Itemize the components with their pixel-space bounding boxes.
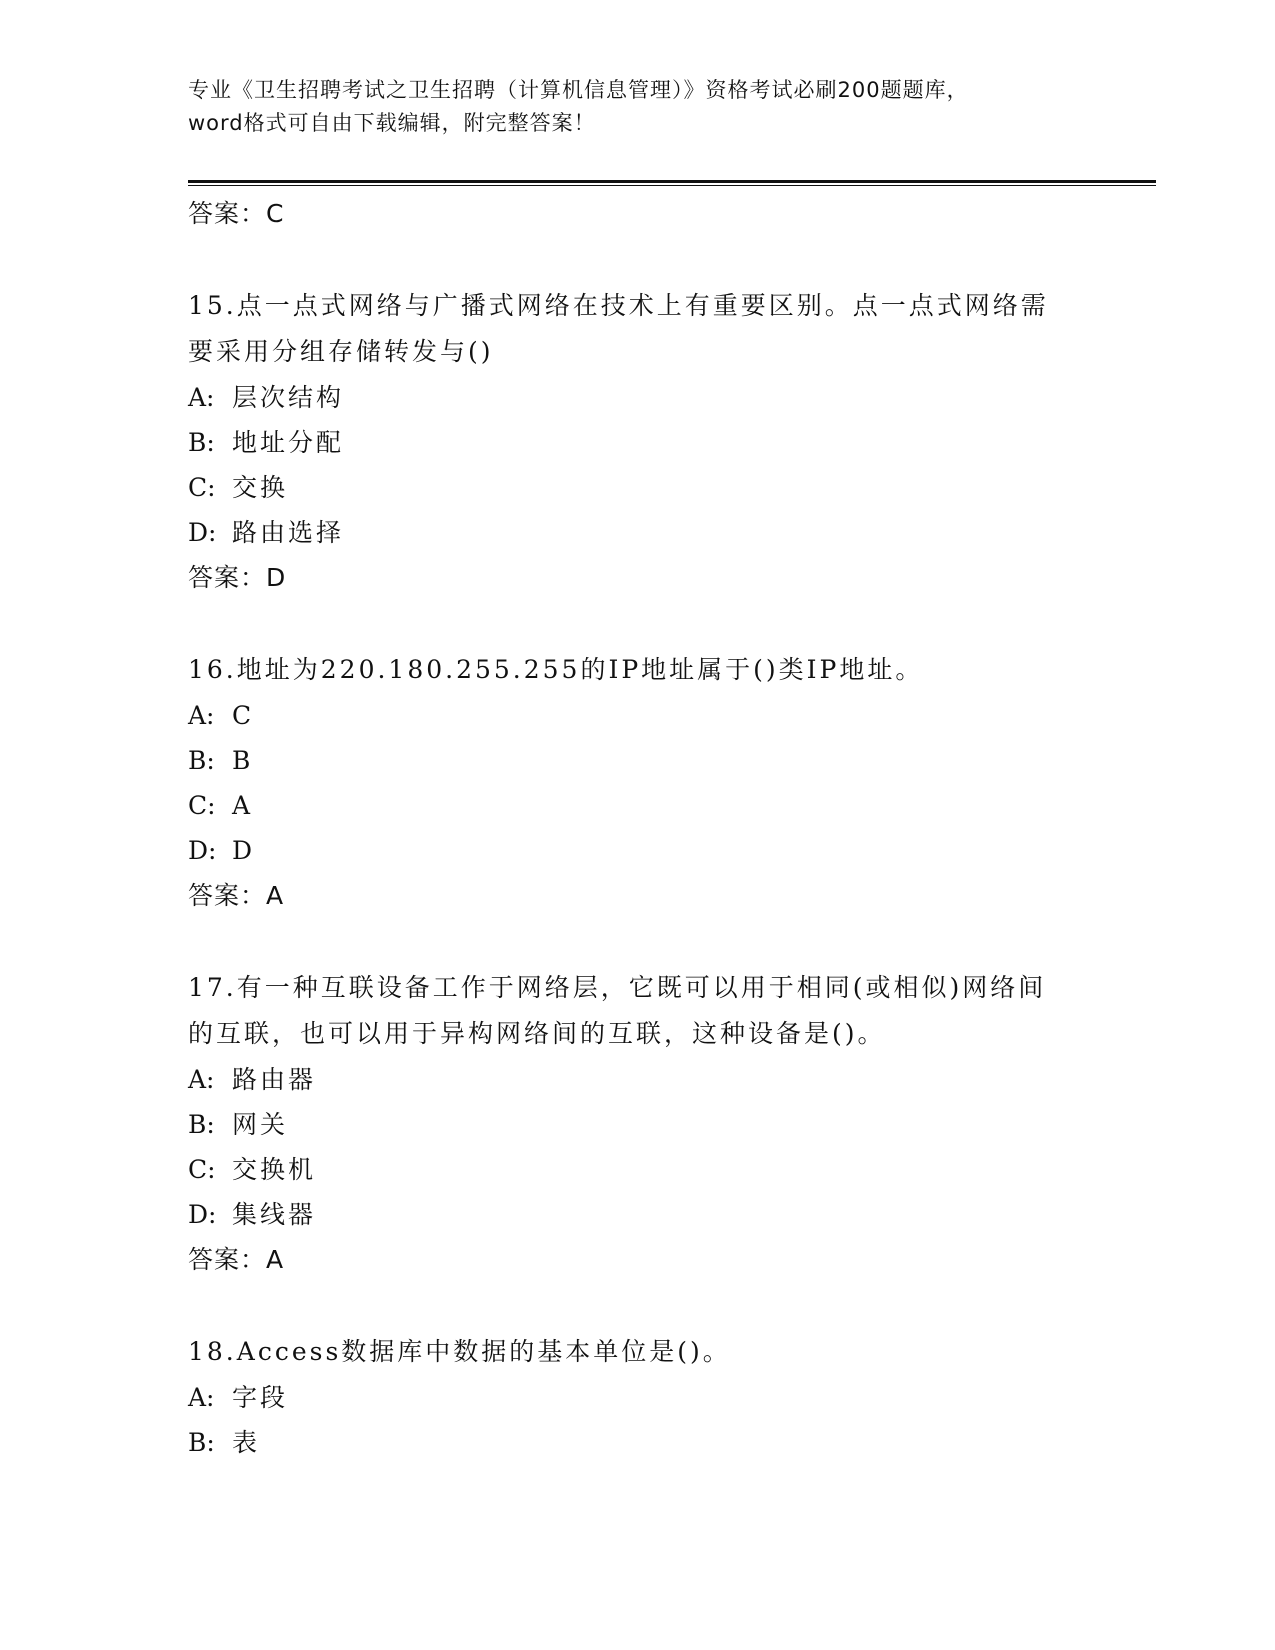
option-text: 字段 — [232, 1383, 289, 1412]
option-c — [188, 465, 1088, 510]
question-text-cont: 的互联，也可以用于异构网络间的互联，这种设备是()。 — [188, 1019, 886, 1048]
question-text: 16.地址为220.180.255.255的IP地址属于()类IP地址。 — [188, 655, 924, 684]
option-text: D — [232, 836, 256, 865]
question-text-cont: 要采用分组存储转发与() — [188, 337, 494, 366]
option-text: 网关 — [232, 1110, 289, 1139]
option-text: A — [232, 791, 254, 820]
option-letter: C: — [188, 473, 216, 502]
option-letter: D: — [188, 1200, 217, 1229]
option-b — [188, 420, 1088, 465]
question-text: 18.Access数据库中数据的基本单位是()。 — [188, 1337, 731, 1366]
option-letter: C: — [188, 1155, 216, 1184]
document-header — [188, 74, 1088, 140]
answer-line: 答案：C — [188, 199, 285, 228]
option-text: 表 — [232, 1428, 261, 1457]
option-letter: C: — [188, 791, 216, 820]
option-b — [188, 738, 1088, 783]
question-18 — [188, 1329, 1088, 1465]
option-letter: A: — [188, 701, 215, 730]
option-a — [188, 1375, 1088, 1420]
option-text: 路由器 — [232, 1065, 317, 1094]
option-letter: D: — [188, 836, 217, 865]
option-text: 层次结构 — [232, 383, 345, 412]
option-letter: B: — [188, 1428, 215, 1457]
option-text: 路由选择 — [232, 518, 345, 547]
option-letter: D: — [188, 518, 217, 547]
option-letter: B: — [188, 746, 215, 775]
question-16 — [188, 647, 1088, 919]
option-text: 集线器 — [232, 1200, 317, 1229]
question-text: 17.有一种互联设备工作于网络层，它既可以用于相同(或相似)网络间 — [188, 973, 1047, 1002]
header-divider-thin — [188, 185, 1156, 186]
option-letter: B: — [188, 428, 215, 457]
option-a — [188, 1057, 1088, 1102]
header-line-1: 专业《卫生招聘考试之卫生招聘（计算机信息管理）》资格考试必刷200题题库， — [188, 78, 969, 102]
option-a — [188, 693, 1088, 738]
question-17 — [188, 965, 1088, 1283]
option-b — [188, 1102, 1088, 1147]
question-text: 15.点一点式网络与广播式网络在技术上有重要区别。点一点式网络需 — [188, 291, 1049, 320]
option-text: 交换 — [232, 473, 289, 502]
option-letter: A: — [188, 383, 215, 412]
option-letter: A: — [188, 1065, 215, 1094]
header-line-2: word格式可自由下载编辑，附完整答案！ — [188, 111, 596, 135]
option-c — [188, 783, 1088, 828]
question-list — [188, 191, 1088, 1465]
option-text: B — [232, 746, 254, 775]
option-text: 地址分配 — [232, 428, 345, 457]
option-a — [188, 375, 1088, 420]
question-15 — [188, 283, 1088, 601]
answer-line: 答案：D — [188, 563, 287, 592]
option-text: 交换机 — [232, 1155, 317, 1184]
option-d — [188, 510, 1088, 555]
header-divider — [188, 180, 1156, 183]
answer-line: 答案：A — [188, 881, 285, 910]
option-d — [188, 1192, 1088, 1237]
option-c — [188, 1147, 1088, 1192]
option-text: C — [232, 701, 255, 730]
option-d — [188, 828, 1088, 873]
option-b — [188, 1420, 1088, 1465]
answer-line: 答案：A — [188, 1245, 285, 1274]
option-letter: B: — [188, 1110, 215, 1139]
option-letter: A: — [188, 1383, 215, 1412]
